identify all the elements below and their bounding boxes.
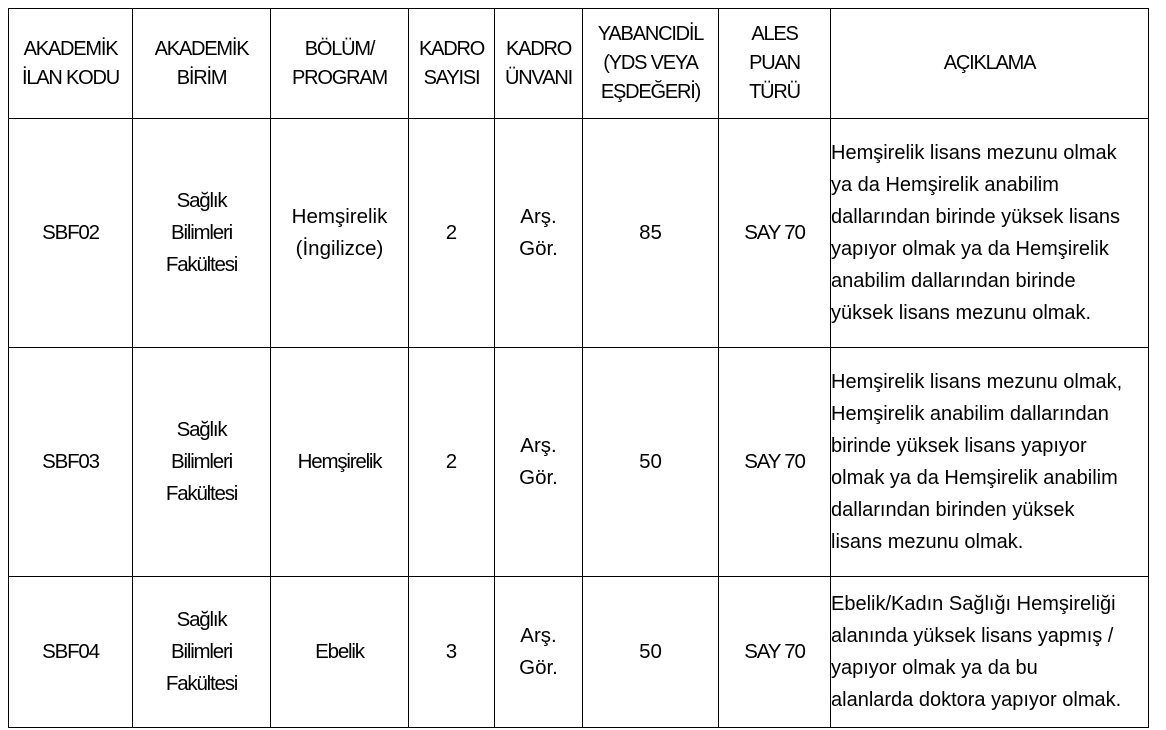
header-line: EŞDEĞERİ)	[600, 81, 701, 103]
birim-line: Bilimleri	[171, 640, 232, 663]
aciklama-line: anabilim dallarından birinde	[831, 270, 1076, 292]
header-line: AÇIKLAMA	[943, 52, 1036, 74]
announcement-table	[8, 8, 1149, 728]
header-row	[9, 9, 1149, 119]
yabanci-dil-cell: 85	[583, 119, 719, 348]
kadro-sayisi-cell: 2	[409, 119, 495, 348]
kadro-unvani-cell	[495, 348, 583, 577]
aciklama-line: alanlarda doktora yapıyor olmak.	[831, 689, 1122, 711]
table-row	[9, 577, 1149, 728]
header-line: İLAN KODU	[21, 66, 119, 89]
unvan-line: Gör.	[519, 656, 558, 679]
aciklama-line: Hemşirelik anabilim dallarından	[831, 403, 1109, 425]
birim-line: Fakültesi	[165, 482, 238, 505]
header-line: PROGRAM	[292, 66, 387, 89]
header-line: KADRO	[418, 37, 485, 60]
ilan-kodu-cell: SBF03	[9, 348, 133, 577]
aciklama-line: Hemşirelik lisans mezunu olmak	[831, 142, 1117, 164]
header-line: KADRO	[505, 37, 572, 60]
birim-line: Fakültesi	[165, 253, 238, 276]
header-ilan-kodu	[9, 9, 133, 119]
header-birim	[133, 9, 271, 119]
aciklama-line: alanında yüksek lisans yapmış /	[831, 625, 1114, 647]
header-line: ÜNVANI	[505, 66, 572, 89]
kadro-sayisi-cell: 3	[409, 577, 495, 728]
aciklama-line: ya da Hemşirelik anabilim	[831, 174, 1059, 196]
ales-cell: SAY 70	[719, 348, 831, 577]
table-row	[9, 119, 1149, 348]
unvan-line: Arş.	[520, 624, 557, 647]
aciklama-line: dallarından birinden yüksek	[831, 499, 1075, 521]
table-row	[9, 348, 1149, 577]
aciklama-line: yapıyor olmak ya da Hemşirelik	[831, 238, 1109, 260]
unvan-line: Arş.	[520, 434, 557, 457]
aciklama-line: yüksek lisans mezunu olmak.	[831, 302, 1092, 324]
aciklama-line: birinde yüksek lisans yapıyor	[831, 435, 1087, 457]
aciklama-line: lisans mezunu olmak.	[831, 531, 1024, 553]
header-line: BÖLÜM/	[304, 37, 375, 60]
aciklama-cell	[831, 577, 1149, 728]
header-line: PUAN	[749, 52, 800, 74]
birim-line: Sağlık	[176, 608, 227, 631]
header-line: BİRİM	[176, 66, 227, 89]
header-line: AKADEMİK	[23, 37, 118, 60]
birim-cell	[133, 577, 271, 728]
birim-line: Fakültesi	[165, 672, 238, 695]
bolum-line: Ebelik	[315, 640, 364, 663]
bolum-cell	[271, 119, 409, 348]
bolum-cell	[271, 348, 409, 577]
header-kadro-sayisi	[409, 9, 495, 119]
bolum-line: (İngilizce)	[295, 237, 384, 260]
kadro-unvani-cell	[495, 577, 583, 728]
birim-line: Sağlık	[176, 418, 227, 441]
birim-cell	[133, 348, 271, 577]
header-line: SAYISI	[423, 66, 480, 89]
yabanci-dil-cell: 50	[583, 348, 719, 577]
bolum-line: Hemşirelik	[291, 205, 388, 228]
ales-cell: SAY 70	[719, 577, 831, 728]
yabanci-dil-cell: 50	[583, 577, 719, 728]
ilan-kodu-cell: SBF04	[9, 577, 133, 728]
ilan-kodu-cell: SBF02	[9, 119, 133, 348]
unvan-line: Arş.	[520, 205, 557, 228]
birim-line: Sağlık	[176, 189, 227, 212]
ales-cell: SAY 70	[719, 119, 831, 348]
header-yabanci-dil	[583, 9, 719, 119]
aciklama-cell	[831, 119, 1149, 348]
bolum-cell	[271, 577, 409, 728]
aciklama-line: olmak ya da Hemşirelik anabilim	[831, 467, 1118, 489]
birim-cell	[133, 119, 271, 348]
aciklama-line: Ebelik/Kadın Sağlığı Hemşireliği	[831, 593, 1116, 615]
header-line: TÜRÜ	[749, 81, 800, 103]
bolum-line: Hemşirelik	[297, 450, 382, 473]
header-bolum	[271, 9, 409, 119]
birim-line: Bilimleri	[171, 221, 232, 244]
birim-line: Bilimleri	[171, 450, 232, 473]
header-aciklama	[831, 9, 1149, 119]
unvan-line: Gör.	[519, 237, 558, 260]
aciklama-line: yapıyor olmak ya da bu	[831, 657, 1038, 679]
header-ales-puan-turu	[719, 9, 831, 119]
kadro-sayisi-cell: 2	[409, 348, 495, 577]
header-line: ALES	[751, 23, 798, 45]
header-line: YABANCIDİL	[597, 23, 704, 45]
unvan-line: Gör.	[519, 466, 558, 489]
aciklama-cell	[831, 348, 1149, 577]
kadro-unvani-cell	[495, 119, 583, 348]
aciklama-line: Hemşirelik lisans mezunu olmak,	[831, 371, 1123, 393]
header-line: (YDS VEYA	[603, 52, 698, 74]
header-kadro-unvani	[495, 9, 583, 119]
header-line: AKADEMİK	[154, 37, 249, 60]
aciklama-line: dallarından birinde yüksek lisans	[831, 206, 1121, 228]
